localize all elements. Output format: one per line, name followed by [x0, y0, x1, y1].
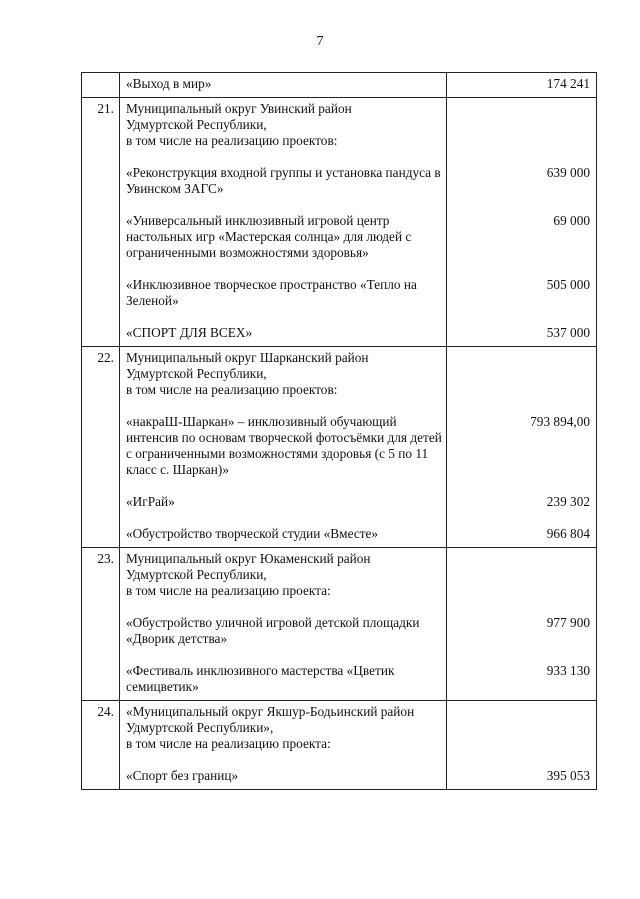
project-amount: 537 000 — [546, 325, 590, 340]
page-number: 7 — [316, 34, 324, 49]
project-title: «Фестиваль инклюзивного мастерства «Цветик семицветик» — [126, 663, 395, 694]
district-heading: Муниципальный округ Юкаменский район Удмуртской Республики, в том числе на реализацию проекта: — [126, 551, 371, 598]
district-heading: Муниципальный округ Шарканский район Удмуртской Республики, в том числе на реализацию проектов: — [126, 350, 369, 397]
project-amount: 69 000 — [553, 213, 590, 228]
table-row — [82, 347, 597, 548]
table-row — [82, 701, 597, 790]
project-title: «ИгРай» — [126, 494, 175, 509]
project-title: «Обустройство творческой студии «Вместе» — [126, 526, 379, 541]
district-heading: «Муниципальный округ Якшур-Бодьинский район Удмуртской Республики», в том числе на реализацию проекта: — [126, 704, 415, 751]
project-title: «Выход в мир» — [126, 76, 212, 91]
row-description — [120, 701, 447, 790]
project-amount: 239 302 — [546, 494, 590, 509]
row-amount — [447, 701, 597, 790]
project-title: «Универсальный инклюзивный игровой центр настольных игр «Мастерская солнца» для людей с ограниченными возможностями здоровья» — [126, 213, 412, 260]
project-title: «СПОРТ ДЛЯ ВСЕХ» — [126, 325, 253, 340]
table-row — [82, 73, 597, 98]
row-number: 21. — [82, 98, 120, 347]
row-description — [120, 347, 447, 548]
row-number: 23. — [82, 548, 120, 701]
project-title: «Реконструкция входной группы и установка пандуса в Увинском ЗАГС» — [126, 165, 441, 196]
row-description — [120, 548, 447, 701]
row-amount — [447, 347, 597, 548]
project-title: «Инклюзивное творческое пространство «Тепло на Зеленой» — [126, 277, 417, 308]
project-amount: 395 053 — [546, 768, 590, 783]
row-amount — [447, 548, 597, 701]
allocation-table — [81, 72, 597, 790]
project-amount: 977 900 — [546, 615, 590, 630]
project-amount: 505 000 — [546, 277, 590, 292]
table-row — [82, 98, 597, 347]
row-description — [120, 98, 447, 347]
project-amount: 933 130 — [546, 663, 590, 678]
row-amount — [447, 73, 597, 98]
table-row — [82, 548, 597, 701]
row-number: 22. — [82, 347, 120, 548]
project-amount: 639 000 — [546, 165, 590, 180]
project-title: «накраШ-Шаркан» – инклюзивный обучающий интенсив по основам творческой фотосъёмки для детей с ограниченными возможностями здоровья (с 5 по 11 класс с. Шаркан)» — [126, 414, 442, 477]
project-title: «Спорт без границ» — [126, 768, 239, 783]
district-heading: Муниципальный округ Увинский район Удмуртской Республики, в том числе на реализацию проектов: — [126, 101, 352, 148]
row-description — [120, 73, 447, 98]
project-amount: 966 804 — [546, 526, 590, 541]
project-title: «Обустройство уличной игровой детской площадки «Дворик детства» — [126, 615, 420, 646]
row-number — [82, 73, 120, 98]
row-amount — [447, 98, 597, 347]
project-amount: 174 241 — [546, 76, 590, 91]
project-amount: 793 894,00 — [530, 414, 590, 429]
row-number: 24. — [82, 701, 120, 790]
